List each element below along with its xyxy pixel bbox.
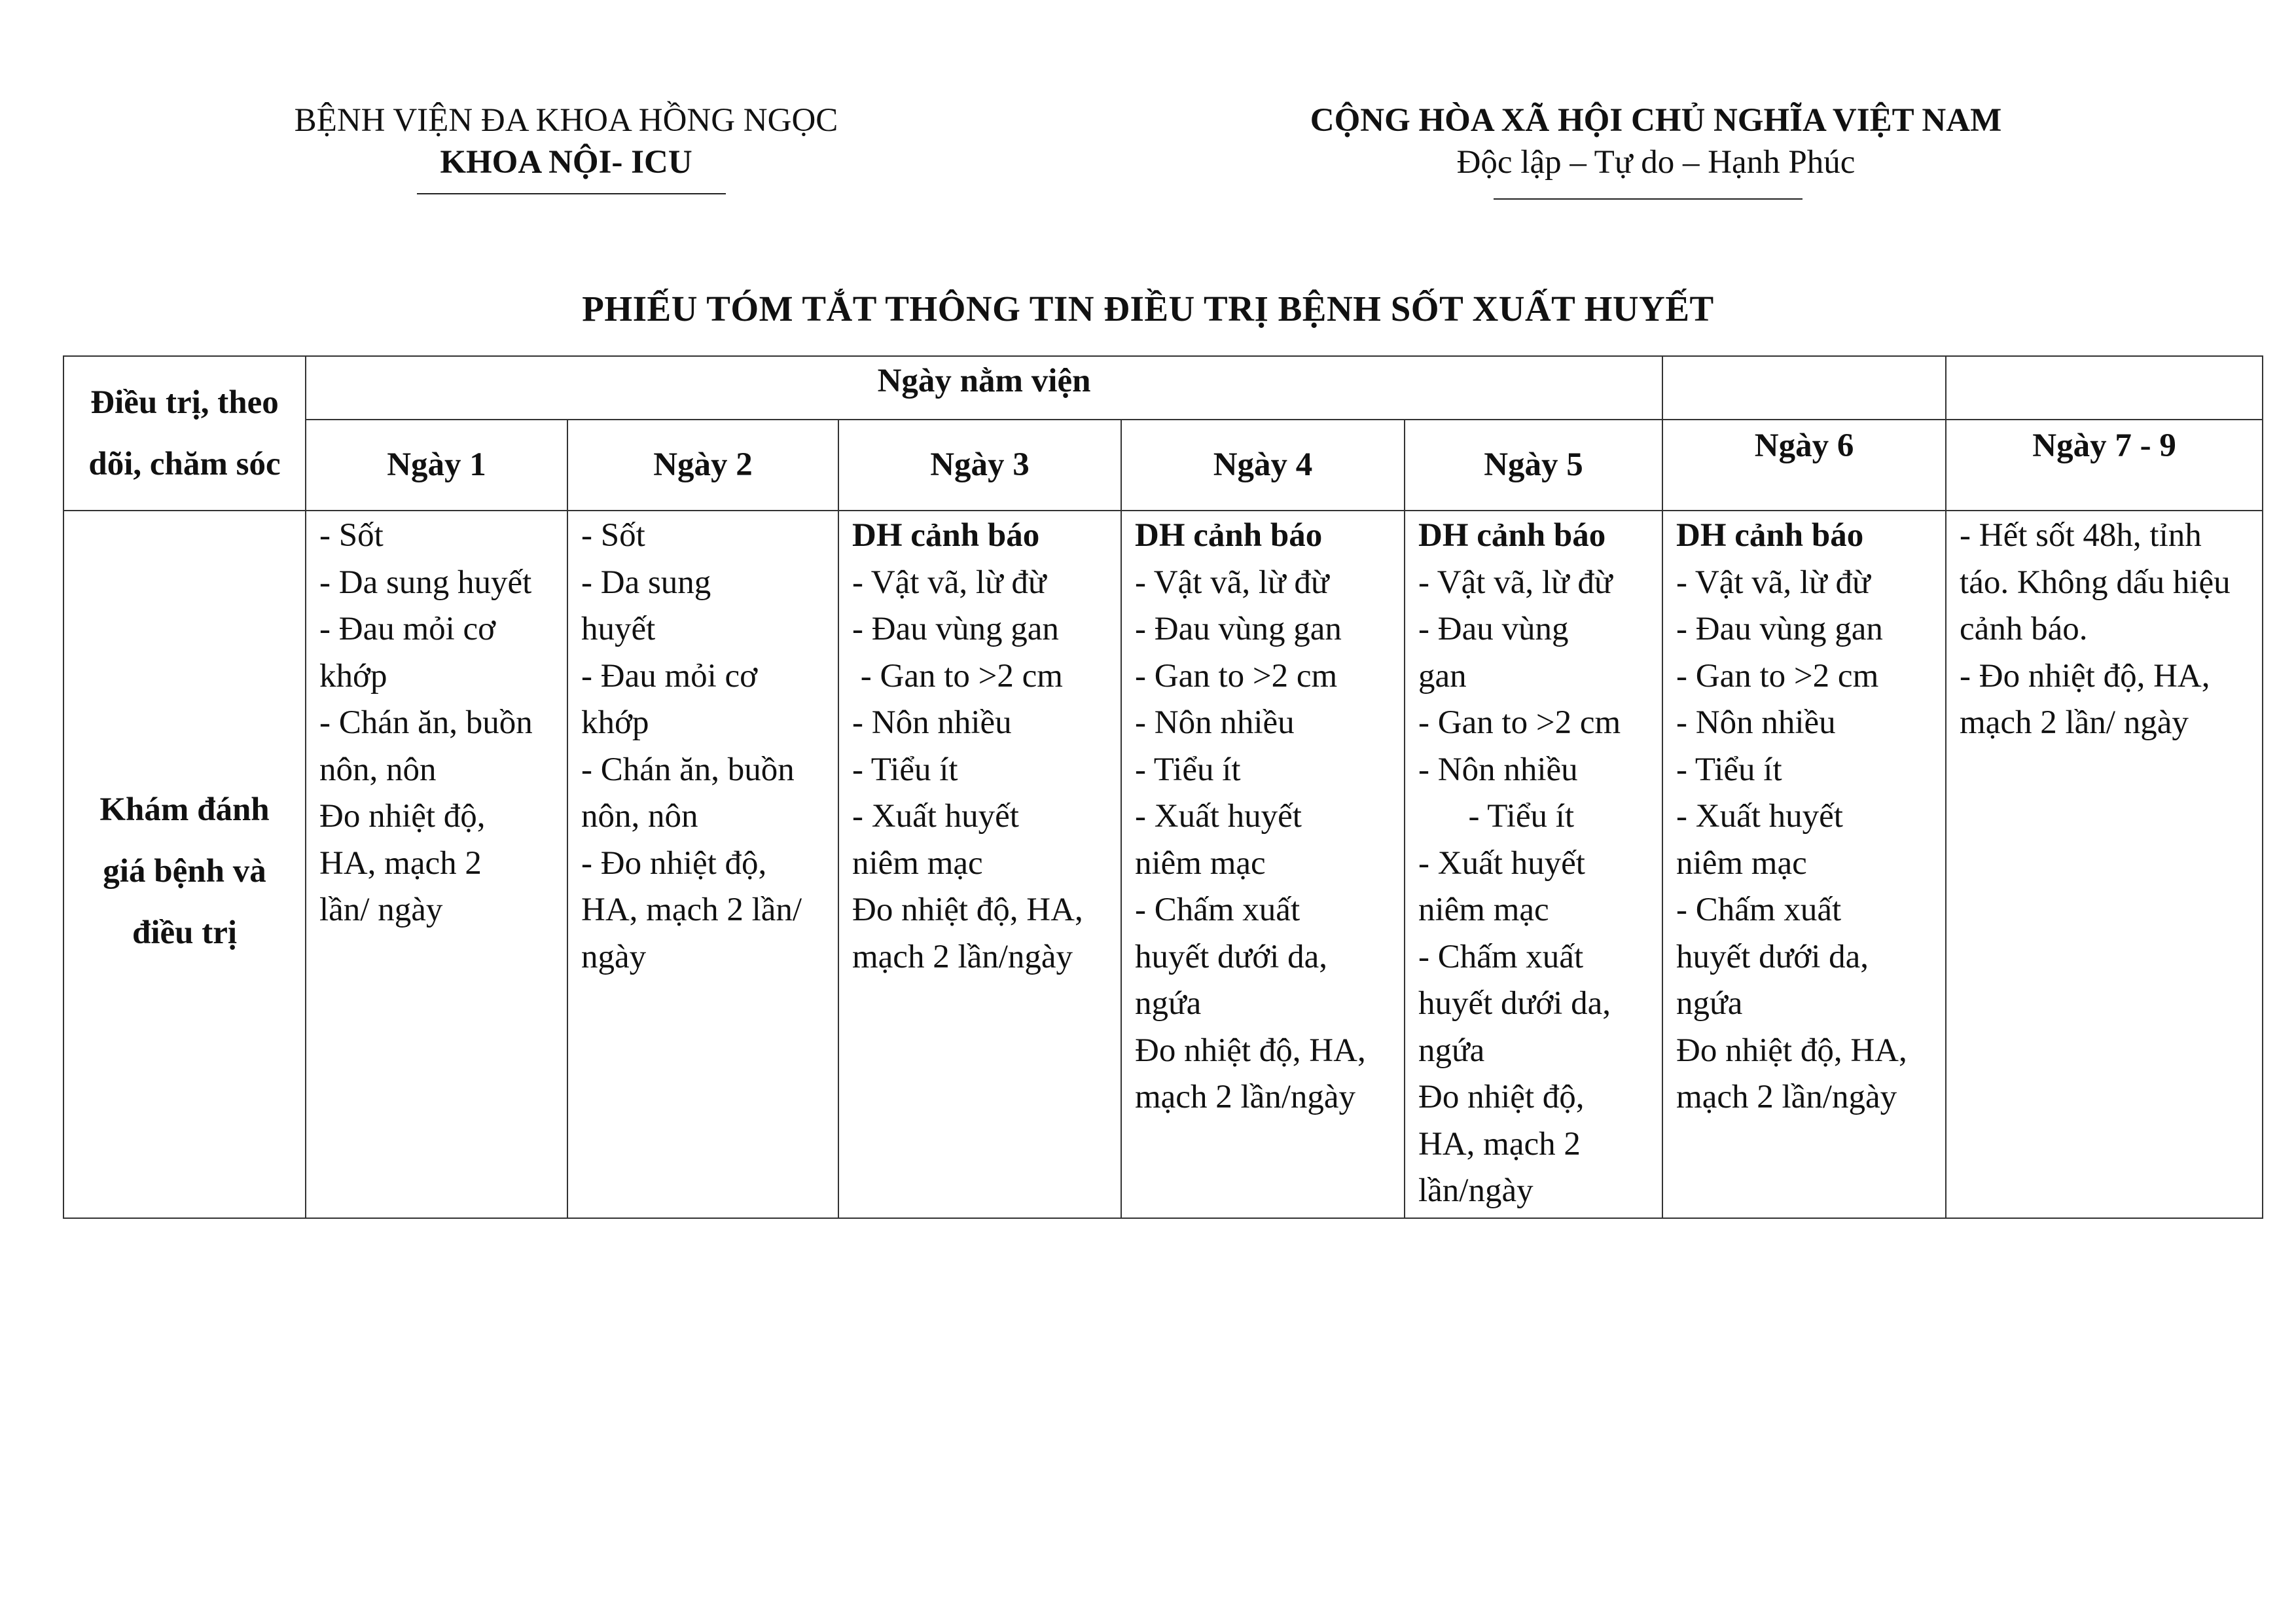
cell-line: - Đau vùng gan	[1135, 611, 1342, 647]
cell-line: huyết	[581, 611, 656, 647]
cell-line: niêm mạc	[1135, 844, 1266, 882]
cell-line: mạch 2 lần/ngày	[1135, 1079, 1356, 1115]
corner-header: Điều trị, theo dõi, chăm sóc	[63, 356, 306, 511]
cell-line: ngứa	[1676, 985, 1743, 1022]
hospital-header	[262, 99, 870, 183]
cell-line: - Nôn nhiều	[1418, 751, 1578, 788]
cell-line: - Tiểu ít	[1135, 751, 1241, 788]
cell-line: gan	[1418, 657, 1467, 695]
cell-line: - Sốt	[581, 517, 645, 554]
cell-line: - Gan to >2 cm	[1418, 704, 1621, 741]
cell-line: nôn, nôn	[319, 751, 437, 788]
cell-line: huyết dưới da,	[1418, 985, 1611, 1022]
cell-line: - Vật vã, lừ đừ	[1676, 564, 1871, 601]
cell-line: - Đau vùng gan	[852, 611, 1059, 647]
warning-heading: DH cảnh báo	[1135, 517, 1323, 554]
cell-line: - Da sung huyết	[319, 564, 532, 601]
cell-line: Đo nhiệt độ, HA,	[852, 892, 1083, 928]
national-header	[1244, 99, 2068, 183]
day-cell	[1121, 511, 1405, 1218]
day-header: Ngày 6	[1662, 420, 1946, 511]
cell-line: - Chán ăn, buồn	[319, 704, 533, 741]
day-header: Ngày 4	[1121, 420, 1405, 511]
cell-line: - Chấm xuất	[1418, 938, 1584, 975]
department-name: KHOA NỘI- ICU	[440, 144, 692, 181]
cell-line: - Gan to >2 cm	[1135, 657, 1338, 695]
cell-line: - Chấm xuất	[1676, 892, 1842, 928]
day-cell	[1662, 511, 1946, 1218]
cell-line: - Vật vã, lừ đừ	[1135, 564, 1329, 601]
day-header: Ngày 5	[1405, 420, 1662, 511]
cell-line: - Xuất huyết	[1676, 798, 1843, 835]
cell-line: - Gan to >2 cm	[852, 657, 1063, 695]
treatment-summary-table	[63, 355, 2263, 1219]
cell-line: lần/ngày	[1418, 1172, 1534, 1209]
cell-line: Đo nhiệt độ, HA,	[1135, 1032, 1366, 1069]
cell-line: - Hết sốt 48h, tỉnh	[1960, 517, 2202, 554]
day-cell	[838, 511, 1121, 1218]
cell-line: - Nôn nhiều	[1135, 704, 1295, 741]
cell-line: Đo nhiệt độ,	[319, 798, 486, 835]
cell-line: cảnh báo.	[1960, 611, 2088, 647]
cell-line: - Xuất huyết	[1418, 844, 1585, 882]
cell-line: - Tiểu ít	[852, 751, 958, 788]
cell-line: - Đo nhiệt độ, HA,	[1960, 657, 2210, 695]
cell-line: - Đau vùng gan	[1676, 611, 1883, 647]
cell-line: - Xuất huyết	[1135, 798, 1302, 835]
day-header: Ngày 2	[567, 420, 838, 511]
cell-line: - Tiểu ít	[1418, 798, 1575, 835]
cell-line: niêm mạc	[852, 844, 983, 882]
cell-line: - Vật vã, lừ đừ	[1418, 564, 1613, 601]
cell-line: - Chấm xuất	[1135, 892, 1300, 928]
cell-line: - Nôn nhiều	[852, 704, 1012, 741]
day-cell	[306, 511, 567, 1218]
day-cell	[1405, 511, 1662, 1218]
cell-line: Đo nhiệt độ, HA,	[1676, 1032, 1907, 1069]
cell-line: - Nôn nhiều	[1676, 704, 1836, 741]
motto-underline	[1494, 198, 1803, 200]
day-header: Ngày 3	[838, 420, 1121, 511]
cell-line: niêm mạc	[1676, 844, 1807, 882]
empty-header-cell	[1662, 356, 1946, 420]
cell-line: HA, mạch 2	[1418, 1125, 1581, 1163]
cell-line: HA, mạch 2	[319, 844, 482, 882]
warning-heading: DH cảnh báo	[852, 517, 1040, 554]
cell-line: mạch 2 lần/ngày	[1676, 1079, 1897, 1115]
cell-line: huyết dưới da,	[1676, 938, 1869, 975]
cell-line: - Xuất huyết	[852, 798, 1019, 835]
cell-line: - Chán ăn, buồn	[581, 751, 795, 788]
row-label: Khám đánh giá bệnh và điều trị	[63, 511, 306, 1218]
cell-line: táo. Không dấu hiệu	[1960, 564, 2231, 601]
national-motto: Độc lập – Tự do – Hạnh Phúc	[1456, 144, 1856, 181]
cell-line: - Gan to >2 cm	[1676, 657, 1879, 695]
cell-line: - Đau mỏi cơ	[581, 657, 758, 695]
cell-line: - Đau vùng	[1418, 611, 1569, 647]
empty-header-cell	[1946, 356, 2263, 420]
day-cell	[1946, 511, 2263, 1218]
cell-line: - Da sung	[581, 564, 711, 601]
hospital-name: BỆNH VIỆN ĐA KHOA HỒNG NGỌC	[294, 102, 838, 139]
cell-line: huyết dưới da,	[1135, 938, 1327, 975]
document-title: PHIẾU TÓM TẮT THÔNG TIN ĐIỀU TRỊ BỆNH SỐT XUẤT HUYẾT	[582, 289, 1714, 329]
warning-heading: DH cảnh báo	[1418, 517, 1606, 554]
group-header-hospital-days: Ngày nằm viện	[306, 356, 1662, 420]
cell-line: - Sốt	[319, 517, 384, 554]
day-header: Ngày 7 - 9	[1946, 420, 2263, 511]
country-name: CỘNG HÒA XÃ HỘI CHỦ NGHĨA VIỆT NAM	[1310, 102, 2002, 139]
day-header: Ngày 1	[306, 420, 567, 511]
cell-line: khớp	[581, 704, 649, 741]
cell-line: - Tiểu ít	[1676, 751, 1782, 788]
cell-line: nôn, nôn	[581, 798, 698, 835]
cell-line: - Vật vã, lừ đừ	[852, 564, 1047, 601]
cell-line: - Đau mỏi cơ	[319, 611, 496, 647]
cell-line: HA, mạch 2 lần/	[581, 892, 802, 928]
department-underline	[417, 193, 726, 194]
cell-line: Đo nhiệt độ,	[1418, 1079, 1585, 1115]
cell-line: niêm mạc	[1418, 892, 1549, 928]
cell-line: ngứa	[1418, 1032, 1485, 1069]
warning-heading: DH cảnh báo	[1676, 517, 1864, 554]
cell-line: mạch 2 lần/ngày	[852, 938, 1073, 975]
cell-line: mạch 2 lần/ ngày	[1960, 704, 2189, 741]
cell-line: khớp	[319, 657, 387, 695]
cell-line: ngứa	[1135, 985, 1202, 1022]
day-cell	[567, 511, 838, 1218]
cell-line: ngày	[581, 938, 647, 975]
cell-line: lần/ ngày	[319, 892, 443, 928]
cell-line: - Đo nhiệt độ,	[581, 844, 767, 882]
